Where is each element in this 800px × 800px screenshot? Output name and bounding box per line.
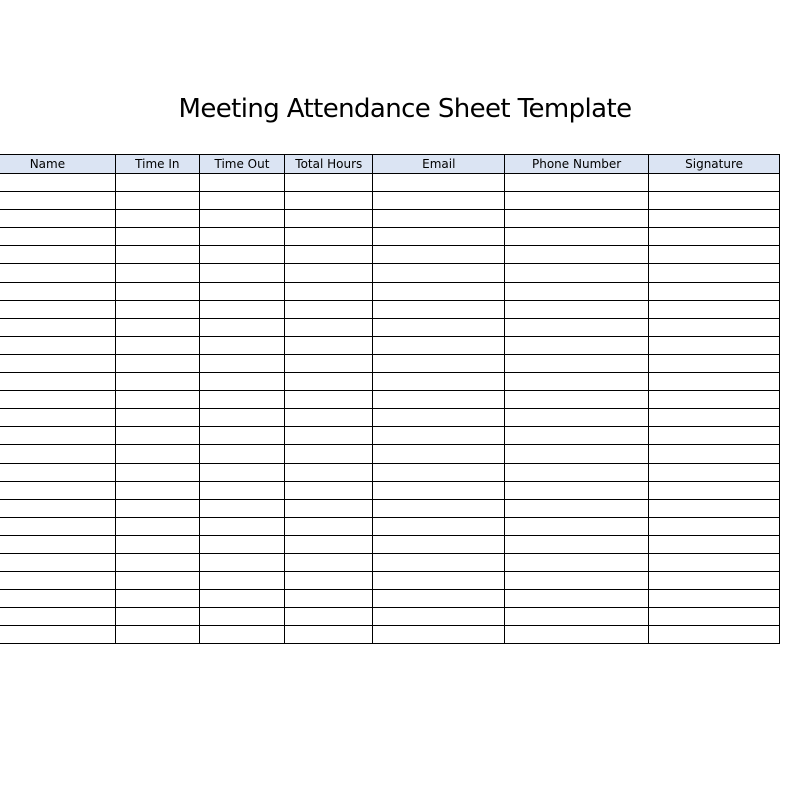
cell-phone-number <box>505 590 649 608</box>
cell-time-out <box>199 553 284 571</box>
cell-total-hours <box>285 499 373 517</box>
cell-email <box>373 409 505 427</box>
cell-total-hours <box>285 572 373 590</box>
cell-time-in <box>115 626 199 644</box>
cell-name <box>0 264 115 282</box>
table-row <box>0 391 780 409</box>
cell-signature <box>649 391 780 409</box>
cell-email <box>373 264 505 282</box>
cell-signature <box>649 535 780 553</box>
cell-email <box>373 318 505 336</box>
cell-phone-number <box>505 535 649 553</box>
cell-time-out <box>199 572 284 590</box>
cell-signature <box>649 590 780 608</box>
cell-email <box>373 336 505 354</box>
cell-total-hours <box>285 445 373 463</box>
cell-email <box>373 608 505 626</box>
cell-time-out <box>199 499 284 517</box>
cell-signature <box>649 300 780 318</box>
cell-name <box>0 174 115 192</box>
column-header-time-in: Time In <box>115 155 199 174</box>
cell-signature <box>649 499 780 517</box>
cell-phone-number <box>505 192 649 210</box>
cell-name <box>0 354 115 372</box>
cell-total-hours <box>285 264 373 282</box>
cell-email <box>373 427 505 445</box>
cell-name <box>0 626 115 644</box>
column-header-signature: Signature <box>649 155 780 174</box>
cell-phone-number <box>505 391 649 409</box>
cell-total-hours <box>285 246 373 264</box>
cell-total-hours <box>285 517 373 535</box>
cell-time-in <box>115 282 199 300</box>
cell-name <box>0 246 115 264</box>
cell-time-out <box>199 174 284 192</box>
cell-signature <box>649 354 780 372</box>
table-row <box>0 517 780 535</box>
cell-time-in <box>115 300 199 318</box>
cell-name <box>0 336 115 354</box>
cell-time-out <box>199 300 284 318</box>
cell-name <box>0 409 115 427</box>
table-row <box>0 174 780 192</box>
cell-time-in <box>115 354 199 372</box>
attendance-table <box>0 154 780 644</box>
table-header-row <box>0 155 780 174</box>
cell-time-out <box>199 282 284 300</box>
cell-phone-number <box>505 210 649 228</box>
table-row <box>0 499 780 517</box>
cell-total-hours <box>285 481 373 499</box>
cell-name <box>0 210 115 228</box>
cell-total-hours <box>285 192 373 210</box>
cell-time-out <box>199 590 284 608</box>
cell-email <box>373 626 505 644</box>
cell-time-out <box>199 192 284 210</box>
table-body <box>0 174 780 644</box>
cell-name <box>0 481 115 499</box>
column-header-time-out: Time Out <box>199 155 284 174</box>
cell-total-hours <box>285 228 373 246</box>
cell-time-out <box>199 228 284 246</box>
cell-name <box>0 373 115 391</box>
cell-total-hours <box>285 535 373 553</box>
cell-total-hours <box>285 608 373 626</box>
table-row <box>0 409 780 427</box>
cell-signature <box>649 409 780 427</box>
cell-total-hours <box>285 318 373 336</box>
cell-signature <box>649 174 780 192</box>
page-title: Meeting Attendance Sheet Template <box>178 94 632 124</box>
cell-name <box>0 427 115 445</box>
cell-time-out <box>199 210 284 228</box>
column-header-phone-number: Phone Number <box>505 155 649 174</box>
cell-email <box>373 210 505 228</box>
cell-name <box>0 300 115 318</box>
cell-phone-number <box>505 228 649 246</box>
cell-time-in <box>115 481 199 499</box>
cell-email <box>373 300 505 318</box>
table-row <box>0 318 780 336</box>
cell-time-out <box>199 517 284 535</box>
cell-email <box>373 590 505 608</box>
cell-time-out <box>199 463 284 481</box>
cell-email <box>373 354 505 372</box>
cell-total-hours <box>285 210 373 228</box>
cell-time-in <box>115 499 199 517</box>
cell-email <box>373 174 505 192</box>
cell-time-in <box>115 409 199 427</box>
cell-name <box>0 535 115 553</box>
cell-signature <box>649 626 780 644</box>
cell-email <box>373 246 505 264</box>
table-row <box>0 535 780 553</box>
cell-email <box>373 553 505 571</box>
cell-email <box>373 228 505 246</box>
cell-phone-number <box>505 336 649 354</box>
table-row <box>0 373 780 391</box>
cell-phone-number <box>505 300 649 318</box>
cell-time-in <box>115 535 199 553</box>
cell-signature <box>649 427 780 445</box>
table-row <box>0 282 780 300</box>
cell-name <box>0 228 115 246</box>
cell-signature <box>649 264 780 282</box>
cell-phone-number <box>505 445 649 463</box>
cell-time-in <box>115 264 199 282</box>
cell-signature <box>649 210 780 228</box>
cell-phone-number <box>505 264 649 282</box>
cell-name <box>0 463 115 481</box>
cell-time-out <box>199 373 284 391</box>
cell-signature <box>649 373 780 391</box>
table-row <box>0 608 780 626</box>
cell-time-in <box>115 553 199 571</box>
table-row <box>0 210 780 228</box>
cell-name <box>0 572 115 590</box>
cell-time-in <box>115 210 199 228</box>
cell-phone-number <box>505 626 649 644</box>
cell-time-in <box>115 318 199 336</box>
cell-time-out <box>199 246 284 264</box>
cell-email <box>373 373 505 391</box>
cell-time-in <box>115 246 199 264</box>
cell-signature <box>649 318 780 336</box>
table-row <box>0 246 780 264</box>
cell-total-hours <box>285 409 373 427</box>
cell-time-out <box>199 427 284 445</box>
cell-time-in <box>115 373 199 391</box>
cell-time-in <box>115 174 199 192</box>
cell-email <box>373 445 505 463</box>
cell-phone-number <box>505 373 649 391</box>
cell-signature <box>649 228 780 246</box>
cell-phone-number <box>505 553 649 571</box>
cell-signature <box>649 282 780 300</box>
column-header-total-hours: Total Hours <box>285 155 373 174</box>
cell-email <box>373 463 505 481</box>
cell-phone-number <box>505 409 649 427</box>
table-row <box>0 445 780 463</box>
cell-time-in <box>115 445 199 463</box>
table-row <box>0 463 780 481</box>
cell-time-in <box>115 228 199 246</box>
cell-signature <box>649 572 780 590</box>
cell-time-out <box>199 354 284 372</box>
cell-time-out <box>199 608 284 626</box>
cell-total-hours <box>285 463 373 481</box>
cell-time-in <box>115 336 199 354</box>
cell-email <box>373 481 505 499</box>
cell-email <box>373 282 505 300</box>
cell-total-hours <box>285 300 373 318</box>
cell-email <box>373 535 505 553</box>
cell-total-hours <box>285 174 373 192</box>
cell-email <box>373 499 505 517</box>
cell-time-in <box>115 608 199 626</box>
cell-phone-number <box>505 282 649 300</box>
cell-time-in <box>115 463 199 481</box>
cell-total-hours <box>285 590 373 608</box>
cell-time-in <box>115 517 199 535</box>
column-header-name: Name <box>0 155 115 174</box>
cell-time-out <box>199 481 284 499</box>
table-row <box>0 228 780 246</box>
cell-email <box>373 192 505 210</box>
cell-name <box>0 517 115 535</box>
cell-total-hours <box>285 373 373 391</box>
cell-name <box>0 282 115 300</box>
cell-signature <box>649 445 780 463</box>
table-row <box>0 354 780 372</box>
cell-phone-number <box>505 354 649 372</box>
cell-time-out <box>199 626 284 644</box>
cell-phone-number <box>505 517 649 535</box>
cell-name <box>0 553 115 571</box>
column-header-email: Email <box>373 155 505 174</box>
cell-time-out <box>199 445 284 463</box>
cell-name <box>0 318 115 336</box>
cell-name <box>0 445 115 463</box>
cell-signature <box>649 608 780 626</box>
cell-email <box>373 517 505 535</box>
table-row <box>0 192 780 210</box>
cell-total-hours <box>285 626 373 644</box>
cell-time-out <box>199 264 284 282</box>
table-row <box>0 300 780 318</box>
cell-name <box>0 590 115 608</box>
cell-total-hours <box>285 336 373 354</box>
cell-signature <box>649 553 780 571</box>
cell-name <box>0 391 115 409</box>
cell-signature <box>649 336 780 354</box>
cell-signature <box>649 517 780 535</box>
cell-phone-number <box>505 572 649 590</box>
cell-time-in <box>115 590 199 608</box>
table-row <box>0 553 780 571</box>
cell-name <box>0 192 115 210</box>
cell-email <box>373 572 505 590</box>
cell-name <box>0 608 115 626</box>
table-row <box>0 427 780 445</box>
cell-signature <box>649 246 780 264</box>
cell-total-hours <box>285 391 373 409</box>
cell-time-out <box>199 409 284 427</box>
cell-time-out <box>199 391 284 409</box>
cell-time-in <box>115 572 199 590</box>
cell-phone-number <box>505 246 649 264</box>
cell-name <box>0 499 115 517</box>
table-row <box>0 572 780 590</box>
cell-total-hours <box>285 427 373 445</box>
cell-phone-number <box>505 481 649 499</box>
cell-time-in <box>115 427 199 445</box>
cell-total-hours <box>285 282 373 300</box>
cell-phone-number <box>505 463 649 481</box>
table-row <box>0 336 780 354</box>
cell-phone-number <box>505 427 649 445</box>
cell-email <box>373 391 505 409</box>
table-row <box>0 626 780 644</box>
cell-time-in <box>115 192 199 210</box>
cell-total-hours <box>285 553 373 571</box>
cell-time-out <box>199 318 284 336</box>
cell-time-out <box>199 336 284 354</box>
cell-signature <box>649 192 780 210</box>
cell-total-hours <box>285 354 373 372</box>
cell-signature <box>649 481 780 499</box>
cell-phone-number <box>505 499 649 517</box>
cell-phone-number <box>505 318 649 336</box>
table-row <box>0 264 780 282</box>
cell-time-out <box>199 535 284 553</box>
table-row <box>0 481 780 499</box>
cell-signature <box>649 463 780 481</box>
table-row <box>0 590 780 608</box>
cell-phone-number <box>505 608 649 626</box>
cell-time-in <box>115 391 199 409</box>
cell-phone-number <box>505 174 649 192</box>
